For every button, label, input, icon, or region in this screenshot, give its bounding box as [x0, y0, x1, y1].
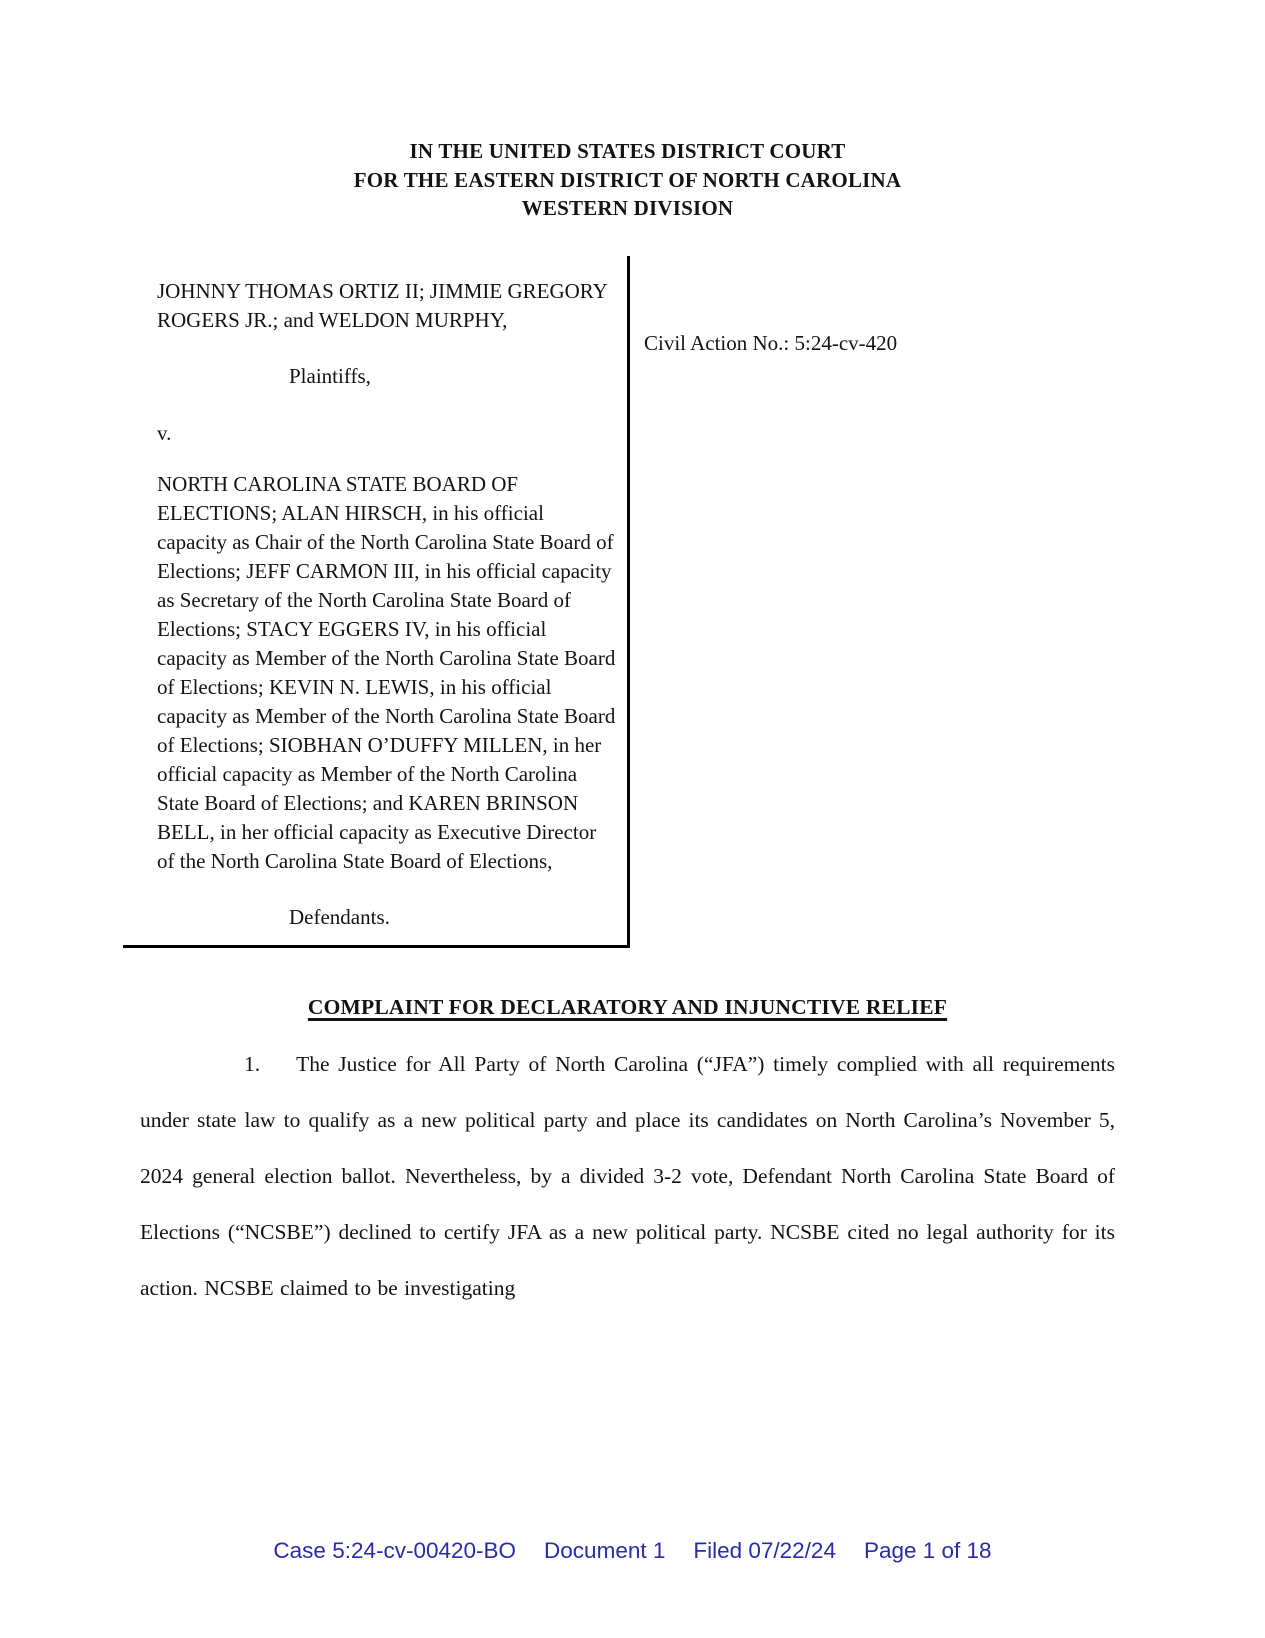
court-header-line-3: WESTERN DIVISION: [521, 196, 734, 220]
paragraph-1-text: The Justice for All Party of North Carolina (“JFA”) timely complied with all requirements under state law to qualify as a new political party and place its candidates on North Carolina’s November 5, 2024 general election ballot. Nevertheless, by a divided 3-2 vote, Defendant North Carolina State Board of Elections (“NCSBE”) declined to certify JFA as a new political party. NCSBE cited no legal authority for its action. NCSBE claimed to be investigating: [140, 1051, 1115, 1300]
paragraph-1: [140, 1036, 1115, 1316]
page-content: [140, 0, 1115, 1337]
defendants-label: Defendants.: [289, 904, 390, 929]
paragraph-1-number: 1.: [244, 1051, 261, 1076]
plaintiffs-label: Plaintiffs,: [289, 363, 371, 388]
ecf-stamp-filed-date: Filed 07/22/24: [693, 1538, 836, 1563]
court-header-line-2: FOR THE EASTERN DISTRICT OF NORTH CAROLINA: [353, 167, 902, 192]
court-header-line-1: IN THE UNITED STATES DISTRICT COURT: [409, 139, 846, 163]
case-caption: [140, 256, 1115, 948]
complaint-title: COMPLAINT FOR DECLARATORY AND INJUNCTIVE RELIEF: [307, 994, 948, 1019]
ecf-stamp-page-number: Page 1 of 18: [863, 1538, 992, 1563]
ecf-stamp: [0, 1538, 1265, 1564]
ecf-stamp-case-number: Case 5:24-cv-00420-BO: [273, 1538, 517, 1563]
court-header: [140, 137, 1115, 223]
caption-parties-column: [123, 256, 630, 948]
versus-label: v.: [157, 420, 172, 445]
civil-action-number: Civil Action No.: 5:24-cv-420: [644, 330, 898, 355]
caption-case-number-column: [630, 256, 1115, 948]
defendants-names: NORTH CAROLINA STATE BOARD OF ELECTIONS; ALAN HIRSCH, in his official capacity as Chair of the North Carolina State Board of Elections; JEFF CARMON III, in his official capacity as Secretary of the North Carolina State Board of Elections; STACY EGGERS IV, in his official capacity as Member of the North Carolina State Board of Elections; KEVIN N. LEWIS, in his official capacity as Member of the North Carolina State Board of Elections; SIOBHAN O’DUFFY MILLEN, in her official capacity as Member of the North Carolina State Board of Elections; and KAREN BRINSON BELL, in her official capacity as Executive Director of the North Carolina State Board of Elections,: [157, 471, 616, 873]
plaintiffs-names: JOHNNY THOMAS ORTIZ II; JIMMIE GREGORY ROGERS JR.; and WELDON MURPHY,: [157, 278, 608, 332]
ecf-stamp-document-number: Document 1: [544, 1538, 666, 1563]
